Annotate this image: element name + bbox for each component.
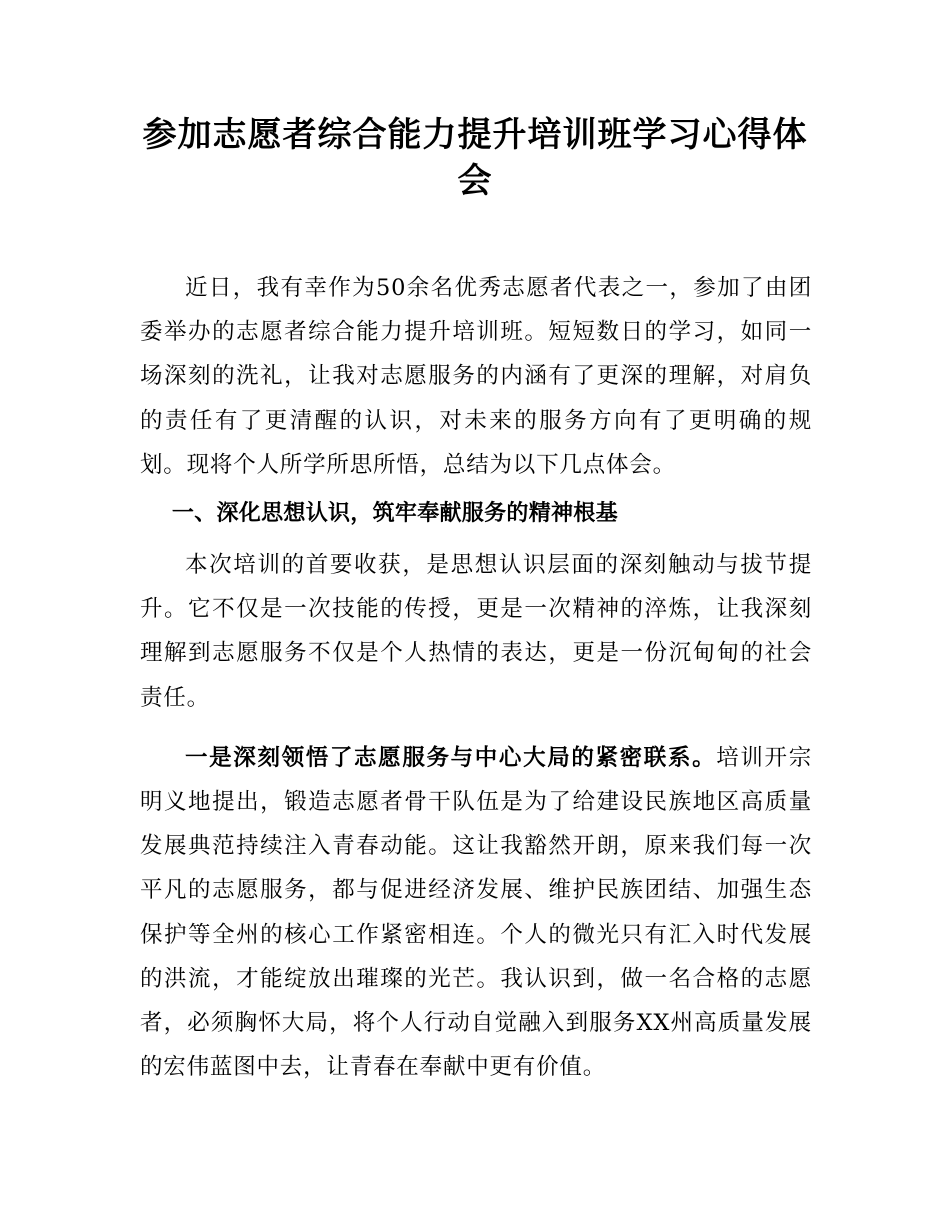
point-text: 培训开宗明义地提出，锻造志愿者骨干队伍是为了给建设民族地区高质量发展典范持续注入青春动能。这让我豁然开朗，原来我们每一次平凡的志愿服务，都与促进经济发展、维护民族团结、加强生态保护等全州的核心工作紧密相连。个人的微光只有汇入时代发展的洪流，才能绽放出璀璨的光芒。我认识到，做一名合格的志愿者，必须胸怀大局，将个人行动自觉融入到服务XX州高质量发展的宏伟蓝图中去，让青春在奉献中更有价值。 xyxy=(140,744,812,1081)
document-title: 参加志愿者综合能力提升培训班学习心得体会 xyxy=(142,115,808,201)
intro-paragraph: 近日，我有幸作为50余名优秀志愿者代表之一，参加了由团委举办的志愿者综合能力提升培训班。短短数日的学习，如同一场深刻的洗礼，让我对志愿服务的内涵有了更深的理解，对肩负的责任有了更清醒的认识，对未来的服务方向有了更明确的规划。现将个人所学所思所悟，总结为以下几点体会。 xyxy=(140,275,812,478)
point-paragraph xyxy=(140,736,812,1090)
point-lead: 一是深刻领悟了志愿服务与中心大局的紧密联系。 xyxy=(185,744,717,771)
document-body xyxy=(140,266,812,1089)
section-heading: 一、深化思想认识，筑牢奉献服务的精神根基 xyxy=(171,501,618,527)
section-paragraph: 本次培训的首要收获，是思想认识层面的深刻触动与拔节提升。它不仅是一次技能的传授，更是一次精神的淬炼，让我深刻理解到志愿服务不仅是个人热情的表达，更是一份沉甸甸的社会责任。 xyxy=(140,552,812,711)
